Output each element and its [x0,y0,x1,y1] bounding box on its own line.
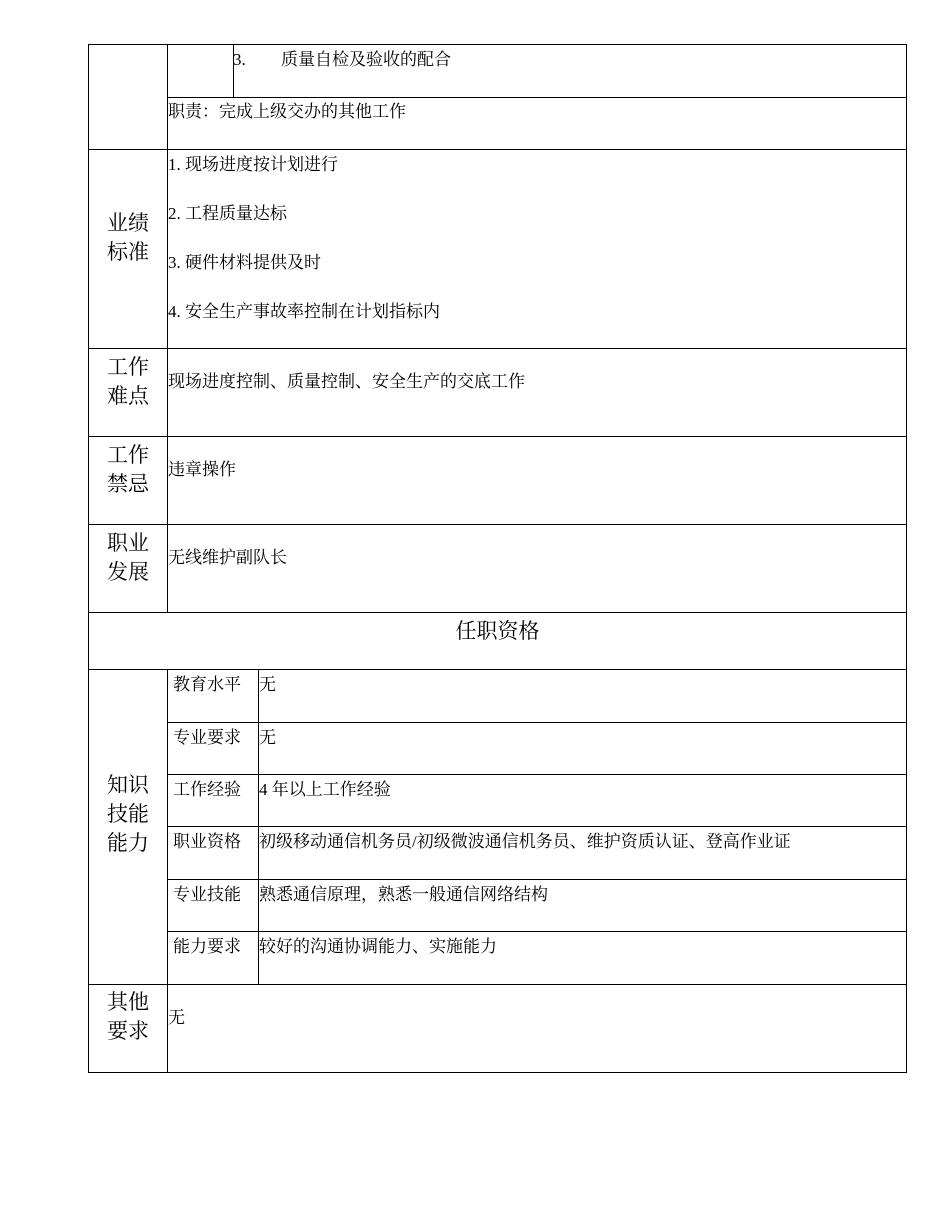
qualification-label: 职业资格 [173,832,241,851]
duty-line: 职责：完成上级交办的其他工作 [168,102,406,121]
qualification-value: 初级移动通信机务员/初级微波通信机务员、维护资质认证、登高作业证 [259,832,791,851]
qualification-value: 无 [259,675,276,694]
qualification-value: 较好的沟通协调能力、实施能力 [259,937,497,956]
qualification-value: 4 年以上工作经验 [259,780,391,799]
qualification-label: 专业要求 [173,728,241,747]
header-line: 职业 [107,531,149,555]
qualification-label: 专业技能 [173,885,241,904]
header-line: 业绩 [107,211,149,235]
row-divider [88,984,907,985]
row-divider [88,669,907,670]
qualification-label: 工作经验 [173,780,241,799]
row-divider [88,436,907,437]
row-divider [167,774,907,775]
column-divider [167,44,168,613]
header-line: 难点 [107,384,149,408]
career-header [88,529,168,587]
other-text: 无 [168,1008,185,1027]
header-line: 知识 [107,773,149,797]
table-border-right [906,44,907,1073]
row-divider [88,612,907,613]
taboo-text: 违章操作 [168,460,236,479]
performance-item: 2. 工程质量达标 [168,204,287,223]
header-line: 工作 [107,443,149,467]
difficulty-text: 现场进度控制、质量控制、安全生产的交底工作 [168,372,525,391]
sub-item-text: 质量自检及验收的配合 [281,50,451,69]
qualification-value: 熟悉通信原理，熟悉一般通信网络结构 [259,885,548,904]
performance-header [88,209,168,267]
table-border-top [88,44,907,45]
row-divider [167,97,907,98]
performance-item: 1. 现场进度按计划进行 [168,155,338,174]
header-line: 发展 [107,560,149,584]
header-line: 工作 [107,355,149,379]
header-line: 要求 [107,1019,149,1043]
row-divider [167,826,907,827]
performance-item: 3. 硬件材料提供及时 [168,253,321,272]
header-line: 标准 [107,240,149,264]
qualification-label: 能力要求 [173,937,241,956]
row-divider [88,149,907,150]
header-line: 其他 [107,990,149,1014]
qualification-value: 无 [259,728,276,747]
row-divider [167,931,907,932]
row-divider [167,879,907,880]
taboo-header [88,441,168,499]
qualification-title: 任职资格 [455,619,540,643]
other-header [88,988,168,1046]
sub-item-number: 3. [233,50,246,69]
table-border-bottom [88,1072,907,1073]
row-divider [88,348,907,349]
row-divider [88,524,907,525]
qualification-header [88,771,168,858]
performance-item: 4. 安全生产事故率控制在计划指标内 [168,302,440,321]
row-divider [167,722,907,723]
header-line: 能力 [107,831,149,855]
header-line: 禁忌 [107,472,149,496]
difficulty-header [88,353,168,411]
header-line: 技能 [107,802,149,826]
career-text: 无线维护副队长 [168,548,287,567]
qualification-label: 教育水平 [173,675,241,694]
